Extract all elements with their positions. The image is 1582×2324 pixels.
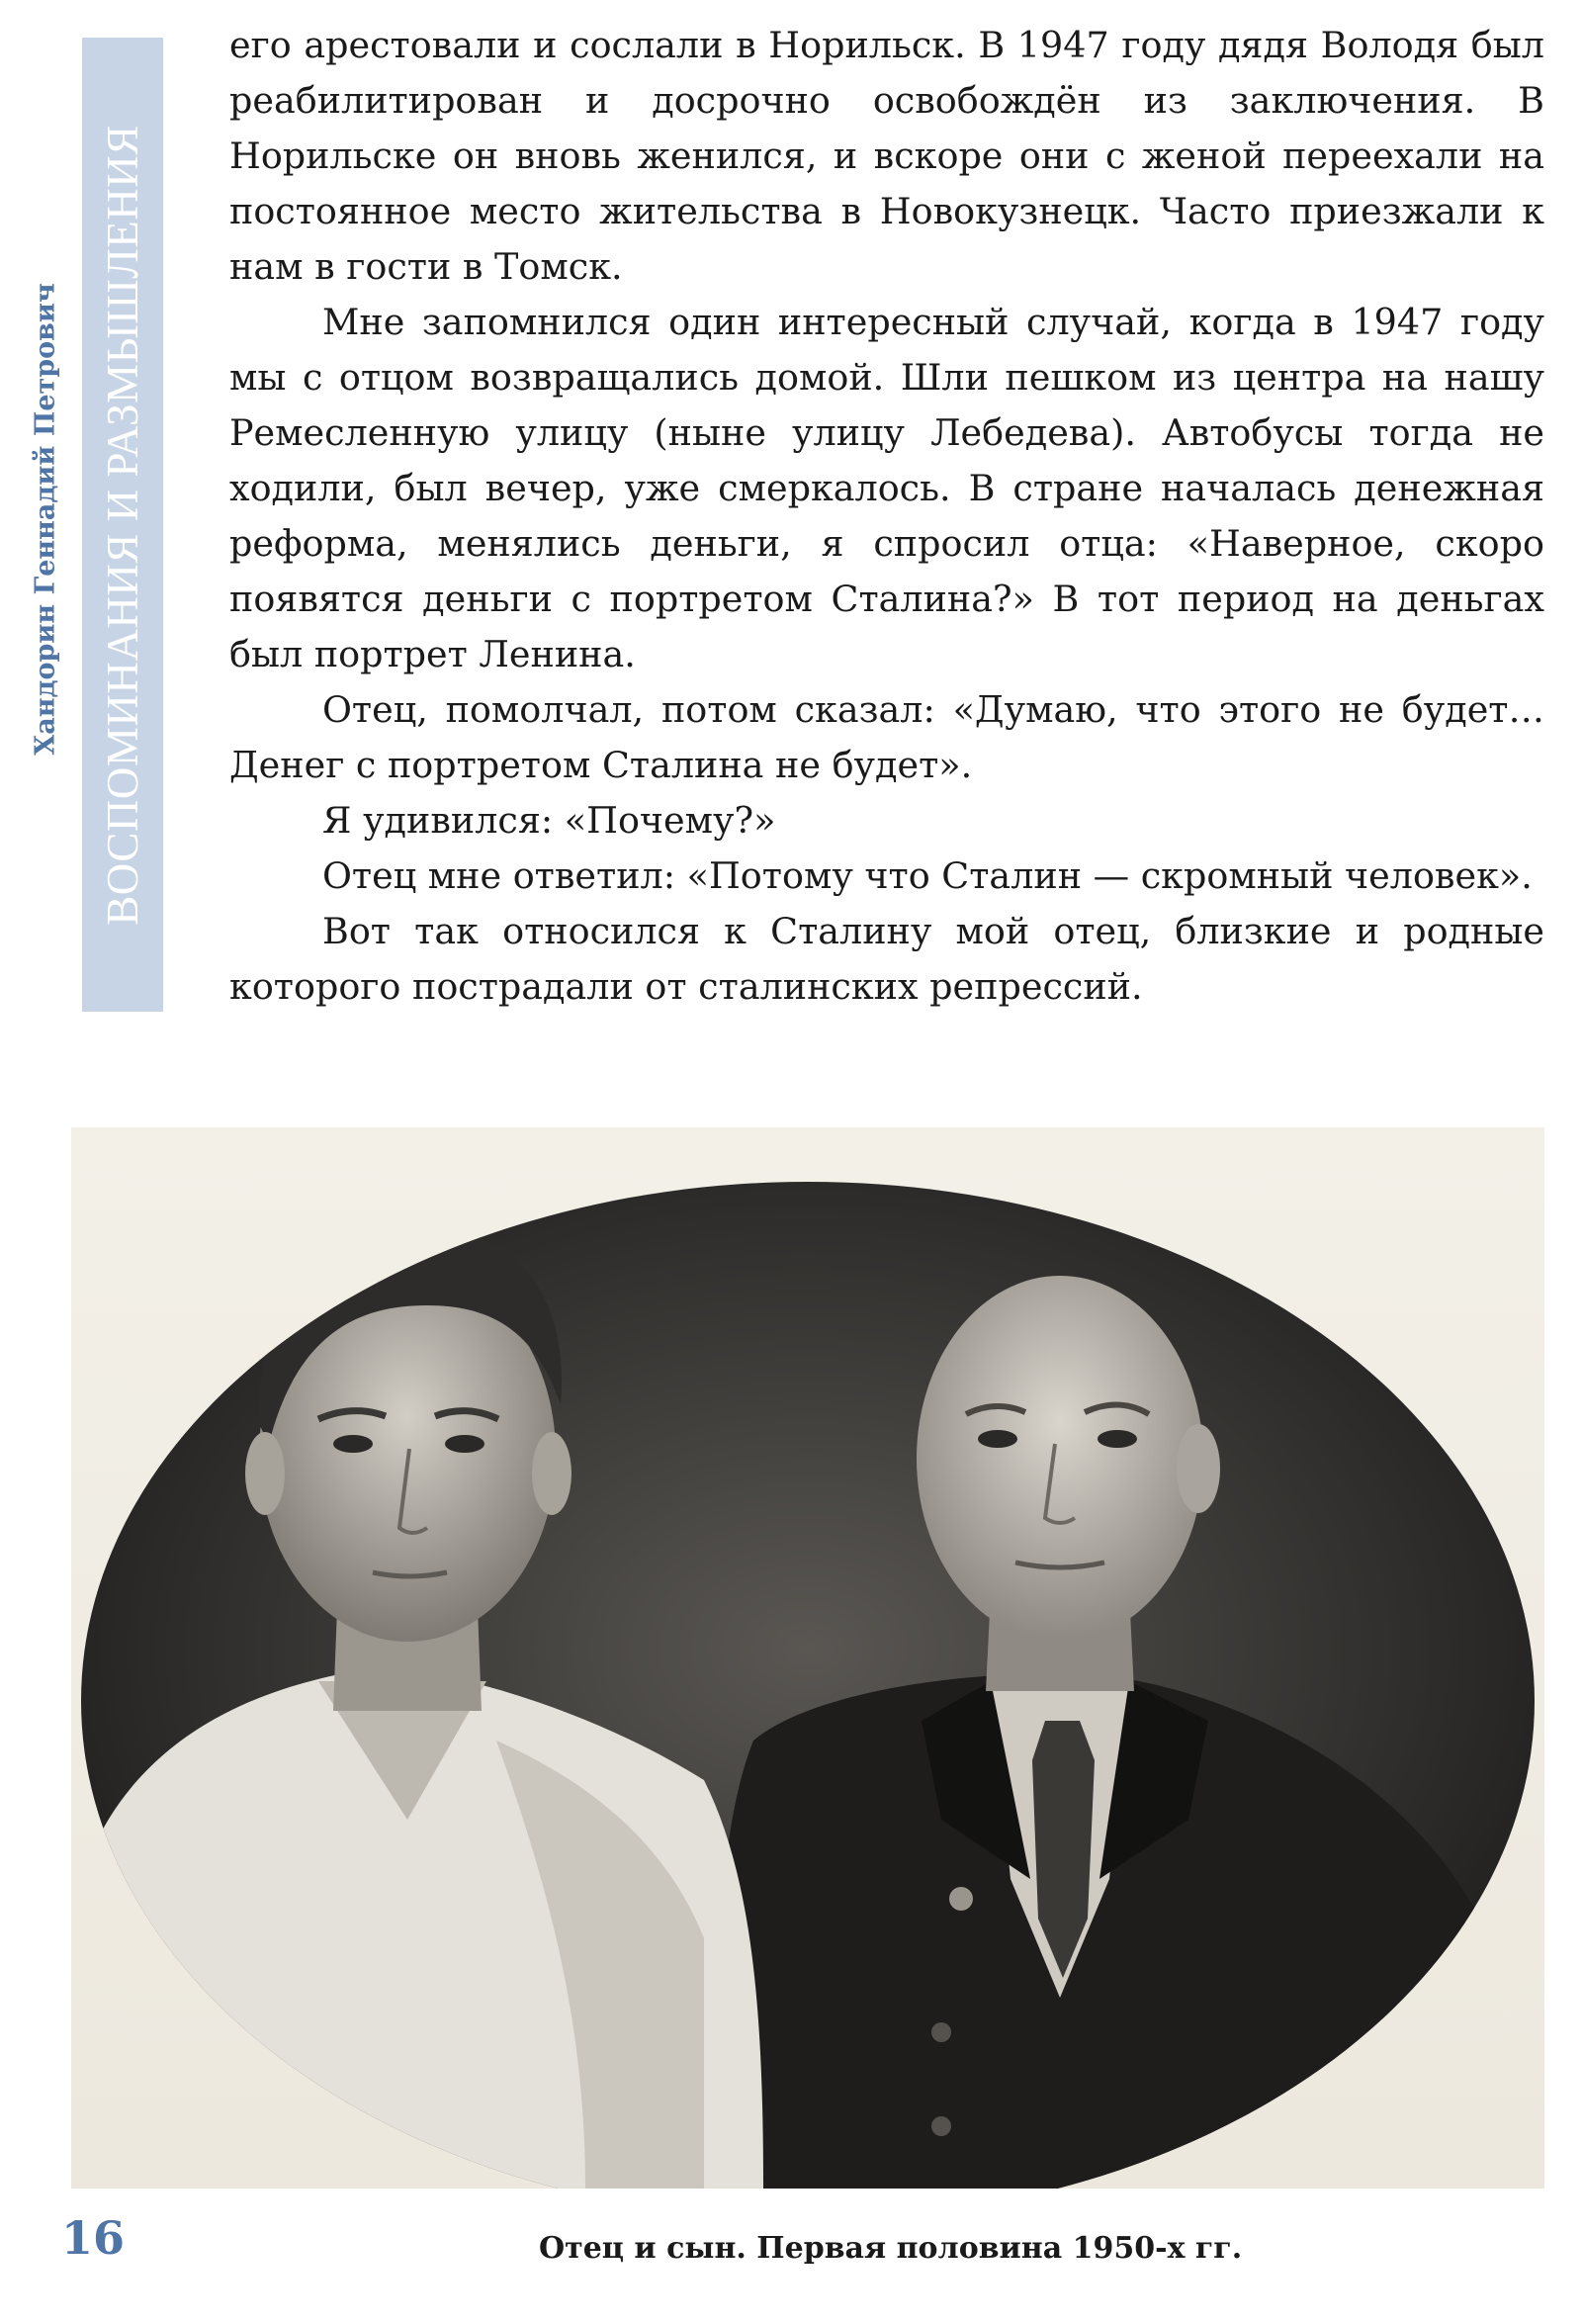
button-icon: [931, 2022, 951, 2042]
son-ear: [245, 1432, 285, 1515]
paragraph: Я удивился: «Почему?»: [322, 799, 776, 842]
father-ear: [1177, 1424, 1220, 1513]
page-number: 16: [61, 2211, 126, 2265]
paragraph: Мне запомнился один интересный случай, когда в 1947 году мы с отцом возвращались домой. Шли пешком из центра на нашу Ремесленную улицу (ныне улицу Лебедева). Автобусы тогда не ходили, был вечер, уже смеркалось. В стране началась денежная реформа, менялись деньги, я спросил отца: «Наверное, скоро появятся деньги с портретом Сталина?» В тот период на деньгах был портрет Ленина.: [229, 301, 1544, 675]
author-name: Хандорин Геннадий Петрович: [30, 283, 61, 756]
paragraph: его арестовали и сослали в Норильск. В 1947 году дядя Володя был реабилитирован и досрочно освобождён из заключения. В Норильске он вновь женился, и вскоре они с женой переехали на постоянное место жительства в Новокузнецк. Часто приезжали к нам в гости в Томск.: [229, 24, 1544, 288]
portrait-photo: [71, 1127, 1544, 2189]
paragraph: Вот так относился к Сталину мой отец, близкие и родные которого пострадали от сталинских репрессий.: [229, 910, 1544, 1008]
father-head: [917, 1276, 1203, 1642]
badge-icon: [949, 1887, 973, 1911]
son-eye: [445, 1435, 484, 1453]
paragraph: Отец мне ответил: «Потому что Сталин — скромный человек».: [322, 854, 1533, 897]
photo-caption: Отец и сын. Первая половина 1950-х гг.: [539, 2231, 1243, 2266]
section-title: ВОСПОМИНАНИЯ И РАЗМЫШЛЕНИЯ: [98, 124, 147, 926]
father-eye: [1098, 1430, 1137, 1448]
portrait-illustration: [71, 1127, 1544, 2189]
son-ear: [532, 1432, 571, 1515]
father-eye: [978, 1430, 1017, 1448]
body-text: [229, 18, 1544, 1015]
son-eye: [333, 1435, 373, 1453]
button-icon: [931, 2116, 951, 2136]
author-sidebar: [22, 227, 69, 811]
section-title-band: [82, 38, 163, 1012]
paragraph: Отец, помолчал, потом сказал: «Думаю, что этого не будет… Денег с портретом Сталина не будет».: [229, 688, 1544, 786]
